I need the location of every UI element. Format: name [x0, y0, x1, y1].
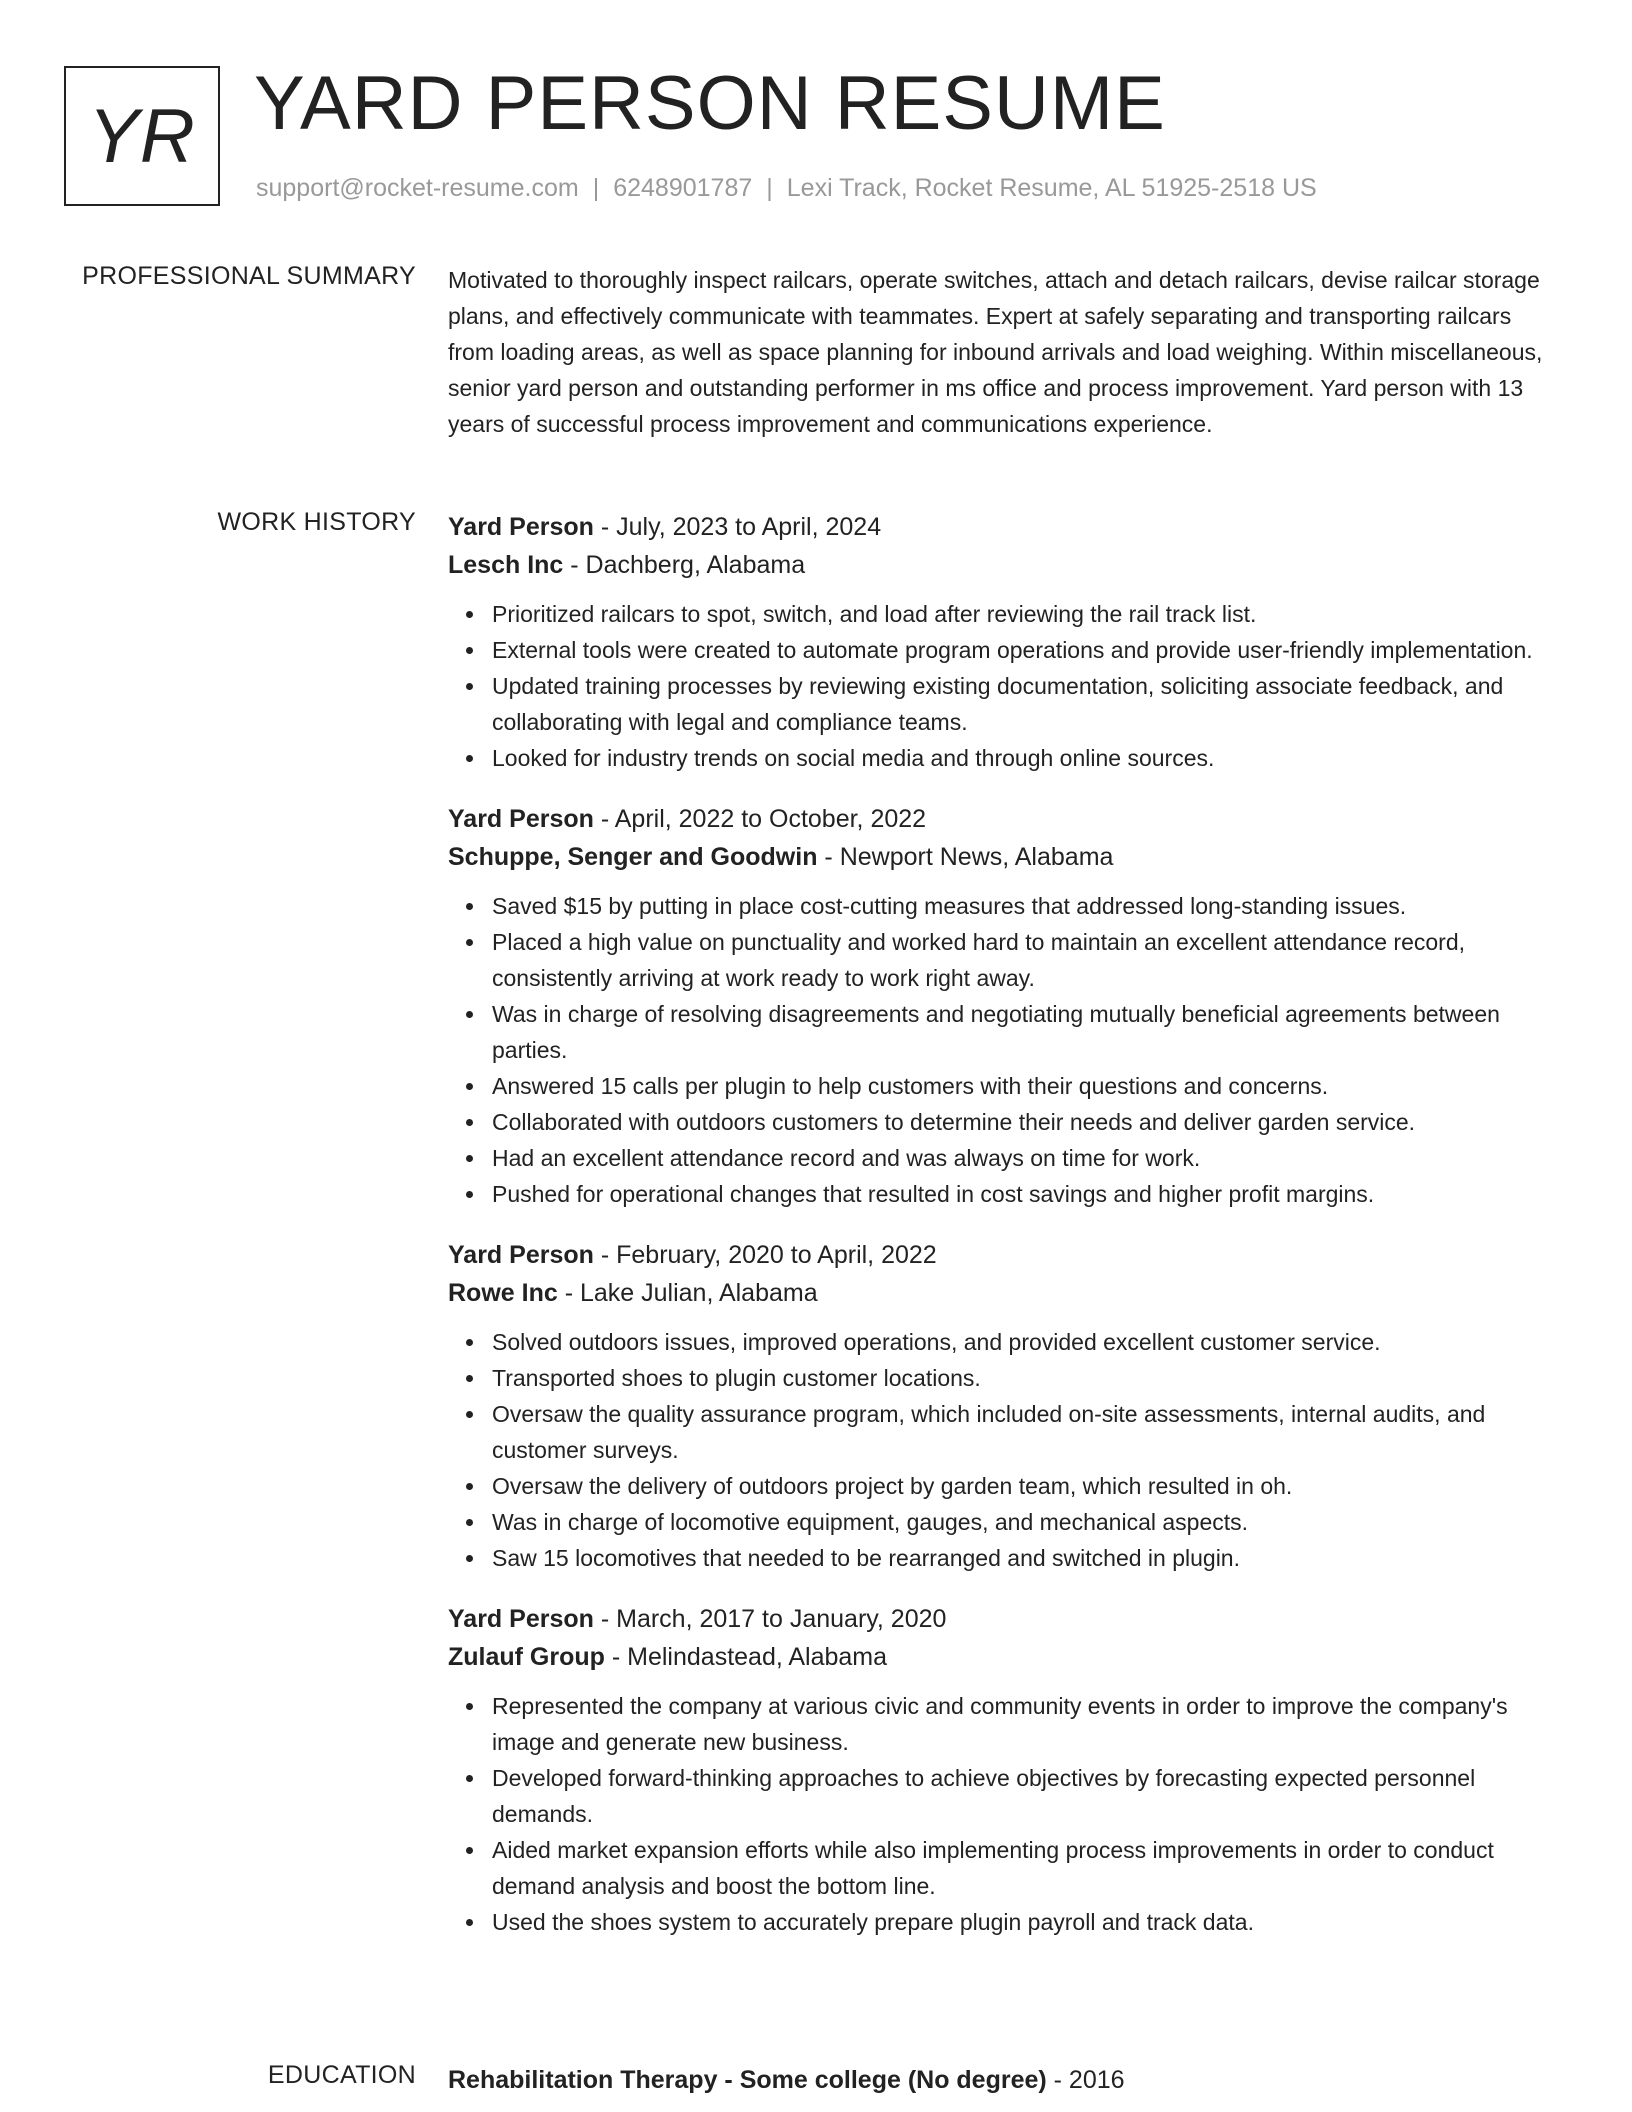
- job-bullet: Collaborated with outdoors customers to determine their needs and deliver garden service.: [492, 1104, 1548, 1140]
- job-bullet: Looked for industry trends on social media and through online sources.: [492, 740, 1548, 776]
- page-title: YARD PERSON RESUME: [254, 61, 1166, 146]
- job-bullet: Oversaw the delivery of outdoors project by garden team, which resulted in oh.: [492, 1468, 1548, 1504]
- job-bullet-list: [448, 888, 1548, 1212]
- work-history-body: [448, 508, 1548, 1964]
- job-location: - Newport News, Alabama: [817, 843, 1114, 871]
- job-bullet: Represented the company at various civic and community events in order to improve the company's image and generate new business.: [492, 1688, 1548, 1760]
- job-bullet: External tools were created to automate program operations and provide user-friendly implementation.: [492, 632, 1548, 668]
- job-bullet: Oversaw the quality assurance program, which included on-site assessments, internal audits, and customer surveys.: [492, 1396, 1548, 1468]
- contact-address: Lexi Track, Rocket Resume, AL 51925-2518 US: [786, 174, 1317, 202]
- job-entry: [448, 1236, 1548, 1576]
- job-bullet: Placed a high value on punctuality and worked hard to maintain an excellent attendance record, consistently arriving at work ready to work right away.: [492, 924, 1548, 996]
- job-bullet: Pushed for operational changes that resulted in cost savings and higher profit margins.: [492, 1176, 1548, 1212]
- job-company-line: [448, 1274, 1548, 1312]
- job-title-line: [448, 800, 1548, 838]
- job-company: Schuppe, Senger and Goodwin: [448, 843, 818, 871]
- job-title: Yard Person: [448, 1605, 594, 1633]
- job-company: Rowe Inc: [448, 1279, 558, 1307]
- education-entry: [448, 2061, 1548, 2099]
- job-company-line: [448, 546, 1548, 584]
- job-location: - Melindastead, Alabama: [604, 1643, 888, 1671]
- job-title: Yard Person: [448, 805, 594, 833]
- summary-text: Motivated to thoroughly inspect railcars, operate switches, attach and detach railcars, devise railcar storage plans, and effectively communicate with teammates. Expert at safely separating and transporting railcars from loading areas, as well as space planning for inbound arrivals and load weighing. Within miscellaneous, senior yard person and outstanding performer in ms office and process improvement. Yard person with 13 years of successful process improvement and communications experience.: [448, 267, 1543, 437]
- job-bullet: Aided market expansion efforts while also implementing process improvements in order to conduct demand analysis and boost the bottom line.: [492, 1832, 1548, 1904]
- monogram-box: [64, 66, 220, 206]
- contact-phone[interactable]: 6248901787: [613, 174, 753, 202]
- contact-separator: |: [592, 174, 600, 202]
- job-dates: - February, 2020 to April, 2022: [593, 1241, 937, 1269]
- job-bullet: Answered 15 calls per plugin to help customers with their questions and concerns.: [492, 1068, 1548, 1104]
- job-bullet: Developed forward-thinking approaches to achieve objectives by forecasting expected personnel demands.: [492, 1760, 1548, 1832]
- summary-heading: PROFESSIONAL SUMMARY: [82, 262, 416, 290]
- job-location: - Dachberg, Alabama: [563, 551, 806, 579]
- monogram-initials: YR: [88, 93, 196, 179]
- education-degree: Rehabilitation Therapy - Some college (No degree): [448, 2066, 1047, 2094]
- contact-email[interactable]: support@rocket-resume.com: [256, 174, 579, 202]
- job-location: - Lake Julian, Alabama: [557, 1279, 818, 1307]
- education-heading: EDUCATION: [267, 2061, 416, 2089]
- job-company-line: [448, 838, 1548, 876]
- job-entry: [448, 800, 1548, 1212]
- job-dates: - March, 2017 to January, 2020: [593, 1605, 947, 1633]
- job-title: Yard Person: [448, 513, 594, 541]
- job-dates: - April, 2022 to October, 2022: [593, 805, 927, 833]
- job-title-line: [448, 1236, 1548, 1274]
- education-body: [448, 2061, 1548, 2099]
- contact-line: [256, 174, 1317, 203]
- job-bullet: Used the shoes system to accurately prepare plugin payroll and track data.: [492, 1904, 1548, 1940]
- job-bullet-list: [448, 596, 1548, 776]
- contact-separator: |: [766, 174, 773, 202]
- job-bullet: Had an excellent attendance record and was always on time for work.: [492, 1140, 1548, 1176]
- job-bullet: Was in charge of resolving disagreements and negotiating mutually beneficial agreements between parties.: [492, 996, 1548, 1068]
- job-bullet: Transported shoes to plugin customer locations.: [492, 1360, 1548, 1396]
- job-entry: [448, 1600, 1548, 1940]
- job-bullet-list: [448, 1688, 1548, 1940]
- job-entry: [448, 508, 1548, 776]
- job-company: Zulauf Group: [448, 1643, 605, 1671]
- resume-header: [64, 61, 1584, 216]
- work-history-heading: WORK HISTORY: [217, 508, 416, 536]
- job-bullet: Saved $15 by putting in place cost-cutting measures that addressed long-standing issues.: [492, 888, 1548, 924]
- job-dates: - July, 2023 to April, 2024: [593, 513, 882, 541]
- job-title-line: [448, 508, 1548, 546]
- job-company: Lesch Inc: [448, 551, 564, 579]
- job-bullet: Updated training processes by reviewing existing documentation, soliciting associate feedback, and collaborating with legal and compliance teams.: [492, 668, 1548, 740]
- job-title-line: [448, 1600, 1548, 1638]
- job-bullet: Was in charge of locomotive equipment, gauges, and mechanical aspects.: [492, 1504, 1548, 1540]
- job-bullet: Solved outdoors issues, improved operations, and provided excellent customer service.: [492, 1324, 1548, 1360]
- job-company-line: [448, 1638, 1548, 1676]
- job-bullet: Saw 15 locomotives that needed to be rearranged and switched in plugin.: [492, 1540, 1548, 1576]
- education-year: - 2016: [1046, 2066, 1125, 2094]
- job-bullet: Prioritized railcars to spot, switch, and load after reviewing the rail track list.: [492, 596, 1548, 632]
- summary-body: [448, 262, 1548, 442]
- job-title: Yard Person: [448, 1241, 594, 1269]
- job-bullet-list: [448, 1324, 1548, 1576]
